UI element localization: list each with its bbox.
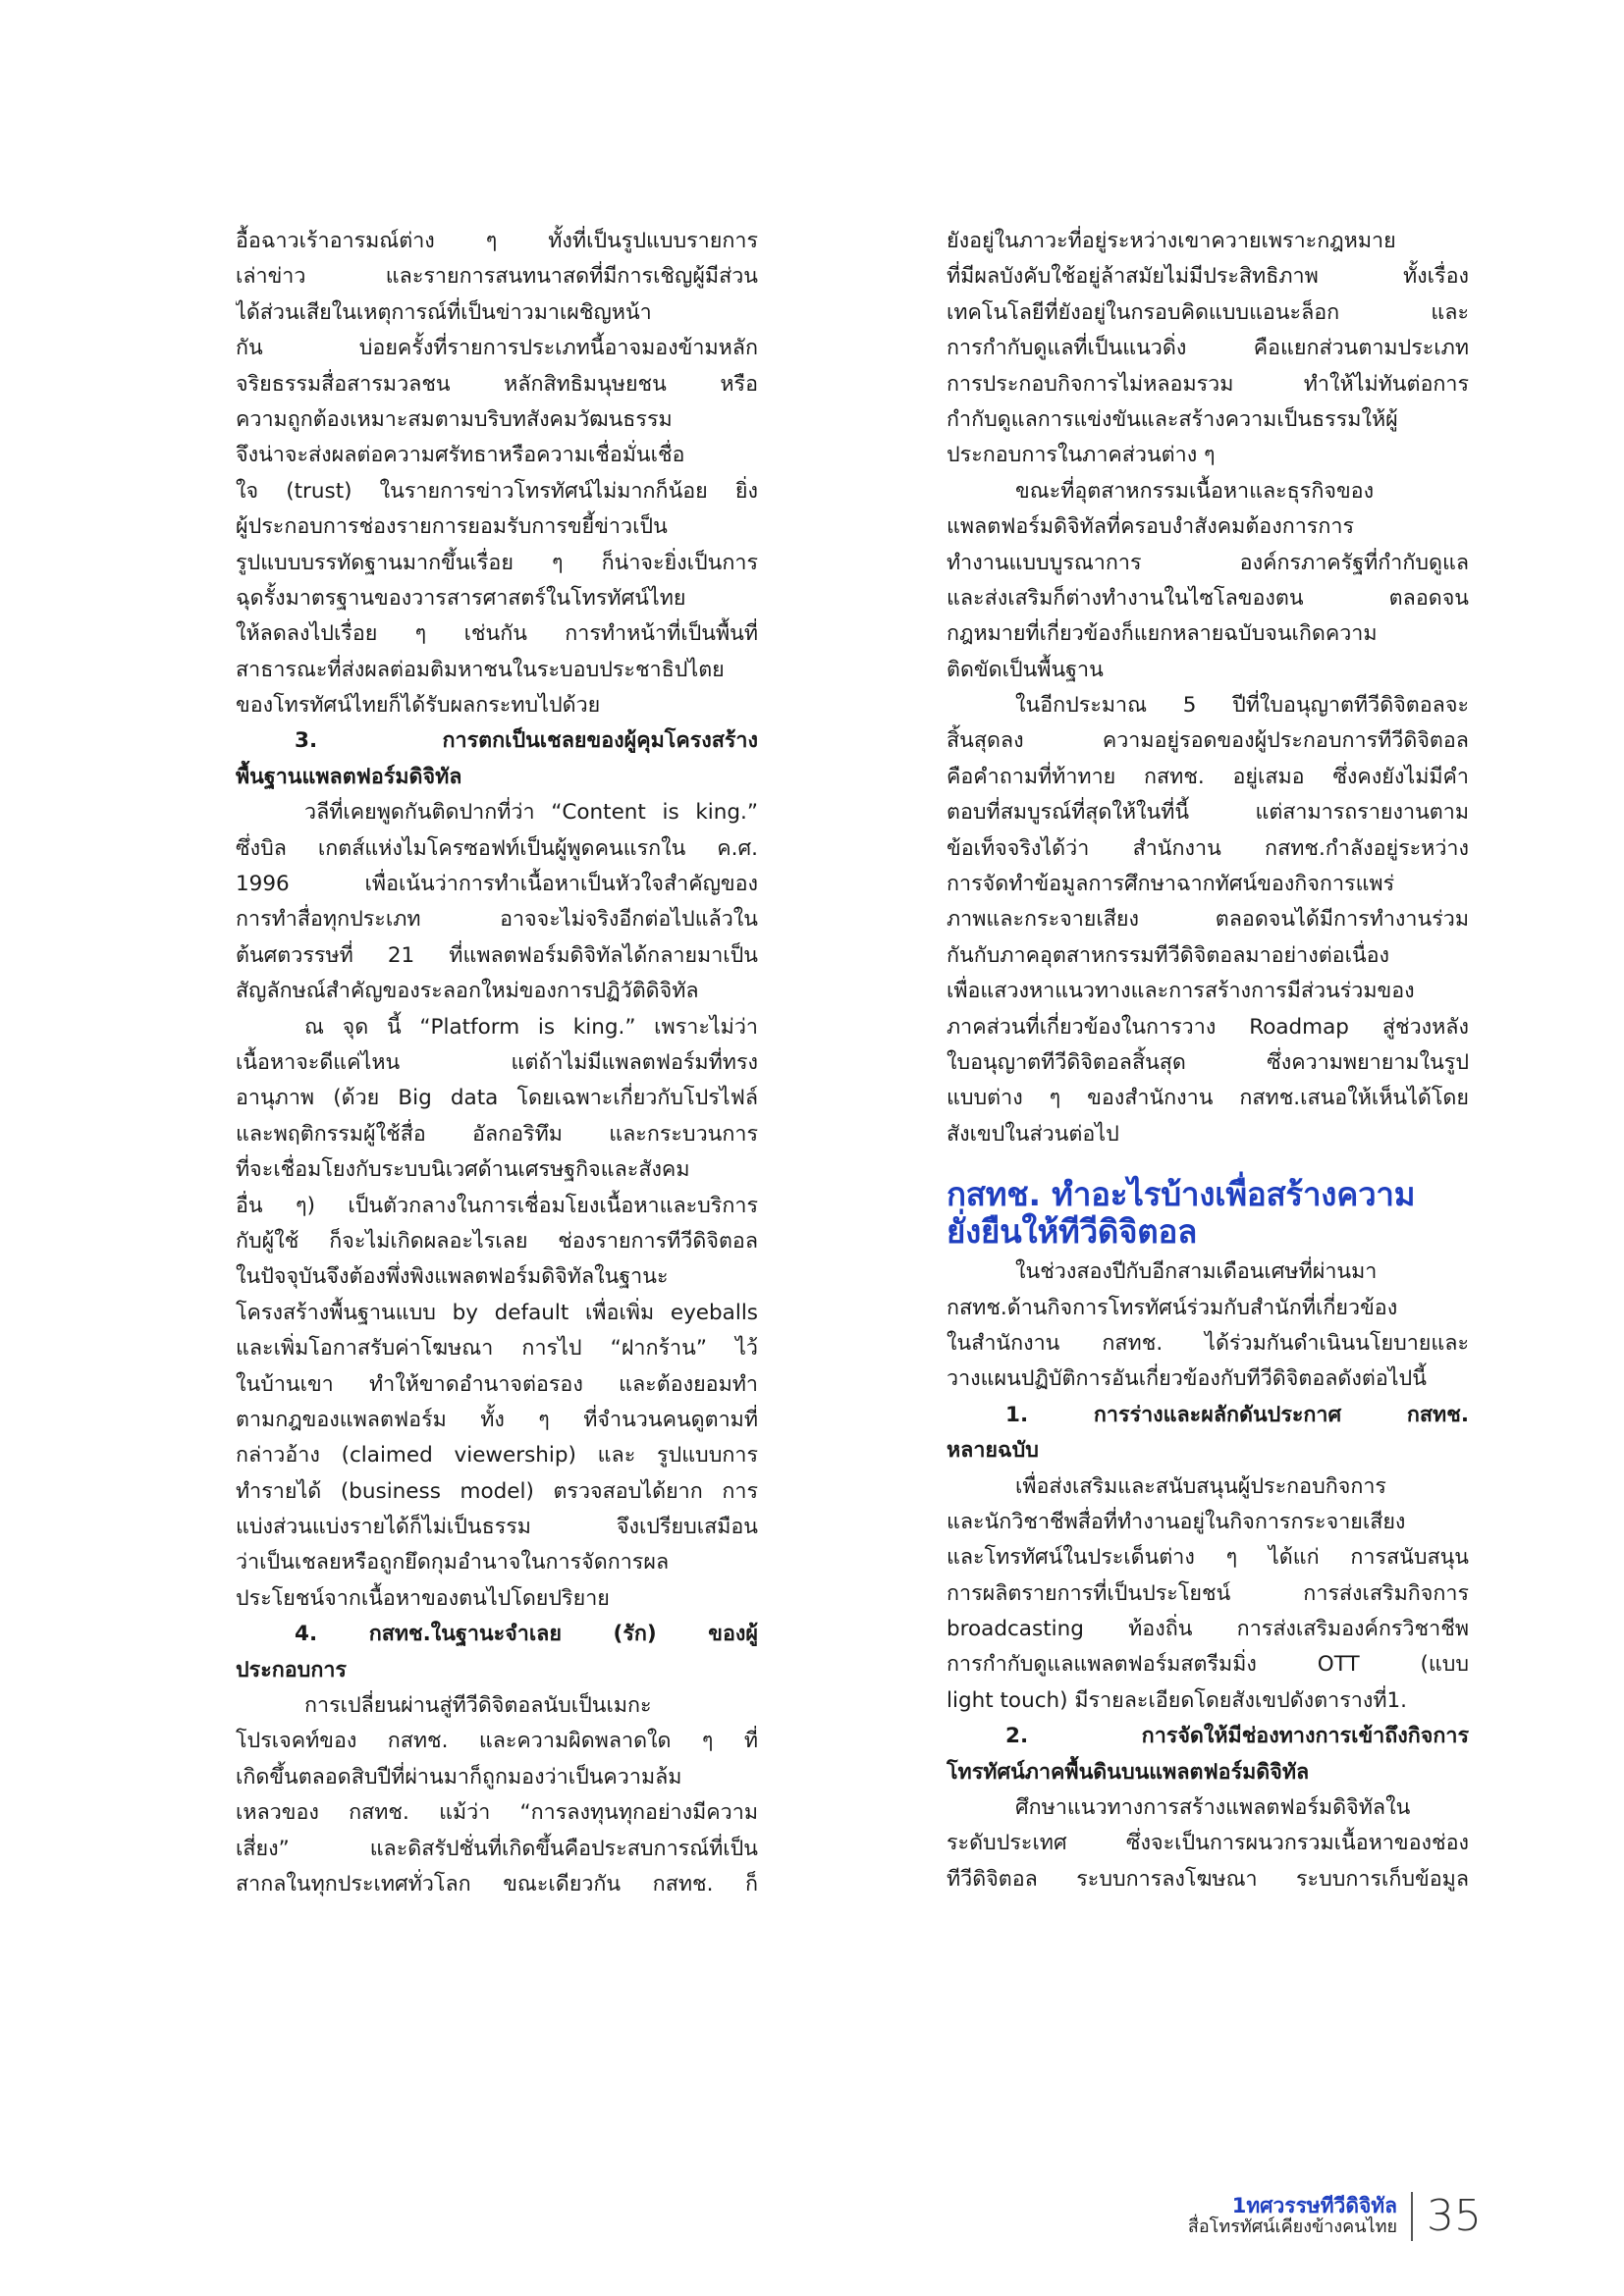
brand-title: 1ทศวรรษทีวีดิจิทัล [1231,2193,1397,2217]
paragraph-line: การจัดทำข้อมูลการศึกษาฉากทัศน์ของกิจการแพร่ [947,872,1395,897]
paragraph-line: ภาคส่วนที่เกี่ยวข้องในการวาง Roadmap สู่ช่วงหลัง [947,1014,1469,1040]
paragraph-line: จึงน่าจะส่งผลต่อความศรัทธาหรือความเชื่อมั่นเชื่อ [236,443,685,468]
brand-tagline: สื่อโทรทัศน์เคียงข้างคนไทย [1187,2216,1397,2237]
paragraph-line: ใบอนุญาตทีวีดิจิตอลสิ้นสุด ซึ่งความพยายามในรูป [947,1049,1469,1075]
paragraph-line: ในบ้านเขา ทำให้ขาดอำนาจต่อรอง และต้องยอมทำ [236,1371,758,1397]
paragraph-line: และนักวิชาชีพสื่อที่ทำงานอยู่ในกิจการกระจายเสียง [947,1509,1406,1534]
paragraph-line: ตามกฎของแพลตฟอร์ม ทั้ง ๆ ที่จำนวนคนดูตามที่ [236,1407,758,1432]
paragraph-line: สิ้นสุดลง ความอยู่รอดของผู้ประกอบการทีวีดิจิตอล [947,728,1469,754]
paragraph-line: ขณะที่อุตสาหกรรมเนื้อหาและธุรกิจของ [1015,478,1375,504]
paragraph-line: โปรเจคท์ของ กสทช. และความผิดพลาดใด ๆ ที่ [236,1729,758,1754]
paragraph-line: ว่าเป็นเชลยหรือถูกยึดกุมอำนาจในการจัดการผล [236,1550,670,1575]
paragraph-line: ฉุดรั้งมาตรฐานของวารสารศาสตร์ในโทรทัศน์ไทย [236,585,686,611]
paragraph-line: ยังอยู่ในภาวะที่อยู่ระหว่างเขาควายเพราะกฎหมาย [947,229,1396,253]
paragraph-line: ความถูกต้องเหมาะสมตามบริบทสังคมวัฒนธรรม [236,406,673,432]
paragraph-line: ติดขัดเป็นพื้นฐาน [947,657,1104,682]
paragraph-line: วลีที่เคยพูดกันติดปากที่ว่า “Content is king.” [304,800,758,826]
paragraph-line: เกิดขึ้นตลอดสิบปีที่ผ่านมาก็ถูกมองว่าเป็นความล้ม [236,1764,682,1789]
paragraph-line: กำกับดูแลการแข่งขันและสร้างความเป็นธรรมให้ผู้ [947,406,1398,432]
paragraph-line: อื่น ๆ) เป็นตัวกลางในการเชื่อมโยงเนื้อหาและบริการ [236,1193,758,1218]
paragraph-line: แบ่งส่วนแบ่งรายได้ก็ไม่เป็นธรรม จึงเปรียบเสมือน [236,1515,758,1540]
paragraph-line: การผลิตรายการที่เป็นประโยชน์ การส่งเสริมกิจการ [947,1580,1469,1606]
subheading-line: 2. การจัดให้มีช่องทางการเข้าถึงกิจการ [1005,1724,1469,1749]
paragraph-line: ในสำนักงาน กสทช. ได้ร่วมกันดำเนินนโยบายและ [947,1330,1469,1356]
paragraph-line: สากลในทุกประเทศทั่วโลก ขณะเดียวกัน กสทช. ก็ [236,1871,758,1896]
paragraph-line: ทำงานแบบบูรณาการ องค์กรภาครัฐที่กำกับดูแล [947,550,1469,575]
section-title-line: ยั่งยืนให้ทีวีดิจิตอล [947,1212,1198,1252]
paragraph-line: สังเขปในส่วนต่อไป [947,1121,1119,1147]
subheading-line: 3. การตกเป็นเชลยของผู้คุมโครงสร้าง [295,728,758,754]
paragraph-line: ประกอบการในภาคส่วนต่าง ๆ [947,443,1216,468]
paragraph-line: ศึกษาแนวทางการสร้างแพลตฟอร์มดิจิทัลใน [1015,1795,1411,1821]
paragraph-line: การกำกับดูแลแพลตฟอร์มสตรีมมิ่ง OTT (แบบ [947,1652,1469,1678]
paragraph-line: และส่งเสริมก็ต่างทำงานในไซโลของตน ตลอดจน [947,585,1469,611]
paragraph-line: ที่จะเชื่อมโยงกับระบบนิเวศด้านเศรษฐกิจและสังคม [236,1157,690,1183]
paragraph-line: ในช่วงสองปีกับอีกสามเดือนเศษที่ผ่านมา [1015,1259,1378,1285]
section-title [947,1176,1469,1251]
paragraph-line: ที่มีผลบังคับใช้อยู่ล้าสมัยไม่มีประสิทธิภาพ ทั้งเรื่อง [947,264,1469,290]
section-title-line: กสทช. ทำอะไรบ้างเพื่อสร้างความ [947,1175,1416,1214]
subheading-line: โทรทัศน์ภาคพื้นดินบนแพลตฟอร์มดิจิทัล [947,1759,1310,1785]
paragraph-line: ตอบที่สมบูรณ์ที่สุดให้ในที่นี้ แต่สามารถรายงานตาม [947,800,1469,826]
paragraph-line: สัญลักษณ์สำคัญของระลอกใหม่ของการปฏิวัติดิจิทัล [236,979,699,1004]
subheading-line: 4. กสทช.ในฐานะจำเลย (รัก) ของผู้ [295,1622,758,1647]
page-footer [1188,2191,1482,2241]
paragraph-line: จริยธรรมสื่อสารมวลชน หลักสิทธิมนุษยชน หรือ [236,371,758,397]
right-column-part-a [947,224,1469,1152]
paragraph-line: เนื้อหาจะดีแค่ไหน แต่ถ้าไม่มีแพลตฟอร์มที่ทรง [236,1049,758,1075]
paragraph-line: เหลวของ กสทช. แม้ว่า “การลงทุนทุกอย่างมีความ [236,1800,758,1826]
footer-brand [1187,2193,1397,2237]
paragraph-line: โครงสร้างพื้นฐานแบบ by default เพื่อเพิ่ม eyeballs [236,1300,758,1325]
paragraph-line: คือคำถามที่ท้าทาย กสทช. อยู่เสมอ ซึ่งคงยังไม่มีคำ [947,764,1469,789]
paragraph-line: กฎหมายที่เกี่ยวข้องก็แยกหลายฉบับจนเกิดความ [947,621,1378,647]
subheading-line: หลายฉบับ [947,1438,1039,1464]
paragraph-line: ต้นศตวรรษที่ 21 ที่แพลตฟอร์มดิจิทัลได้กลายมาเป็น [236,942,758,968]
paragraph-line: เพื่อส่งเสริมและสนับสนุนผู้ประกอบกิจการ [1015,1473,1386,1499]
paragraph-line: broadcasting ท้องถิ่น การส่งเสริมองค์กรวิชาชีพ [947,1617,1469,1642]
paragraph-line: กันกับภาคอุตสาหกรรมทีวีดิจิตอลมาอย่างต่อเนื่อง [947,942,1390,968]
right-column-part-b [947,1255,1469,1897]
paragraph-line: การทำสื่อทุกประเภท อาจจะไม่จริงอีกต่อไปแล้วใน [236,907,758,933]
paragraph-line: ทำรายได้ (business model) ตรวจสอบได้ยาก การ [236,1478,758,1504]
paragraph-line: กสทช.ด้านกิจการโทรทัศน์ร่วมกับสำนักที่เกี่ยวข้อง [947,1295,1398,1320]
right-column [947,224,1469,1897]
paragraph-line: ระดับประเทศ ซึ่งจะเป็นการผนวกรวมเนื้อหาของช่อง [947,1831,1469,1856]
subheading-line: 1. การร่างและผลักดันประกาศ กสทช. [1005,1402,1469,1427]
paragraph-line: light touch) มีรายละเอียดโดยสังเขปดังตารางที่1. [947,1687,1408,1713]
left-column [236,224,758,1902]
paragraph-line: ทีวีดิจิตอล ระบบการลงโฆษณา ระบบการเก็บข้อมูล [947,1866,1469,1892]
paragraph-line: เสี่ยง” และดิสรัปชั่นที่เกิดขึ้นคือประสบการณ์ที่เป็น [236,1836,758,1861]
paragraph-line: อานุภาพ (ด้วย Big data โดยเฉพาะเกี่ยวกับโปรไฟล์ [236,1086,758,1111]
paragraph-line: ของโทรทัศน์ไทยก็ได้รับผลกระทบไปด้วย [236,693,601,719]
paragraph-line: กัน บ่อยครั้งที่รายการประเภทนี้อาจมองข้ามหลัก [236,336,758,361]
paragraph-line: การเปลี่ยนผ่านสู่ทีวีดิจิตอลนับเป็นเมกะ [304,1693,652,1719]
paragraph-line: ประโยชน์จากเนื้อหาของตนไปโดยปริยาย [236,1585,610,1611]
paragraph-line: รูปแบบบรรทัดฐานมากขึ้นเรื่อย ๆ ก็น่าจะยิ่งเป็นการ [236,550,758,575]
paragraph-line: ภาพและกระจายเสียง ตลอดจนได้มีการทำงานร่วม [947,907,1469,933]
paragraph-line: แบบต่าง ๆ ของสำนักงาน กสทช.เสนอให้เห็นได้โดย [947,1086,1469,1111]
paragraph-line: ซึ่งบิล เกตส์แห่งไมโครซอฟท์เป็นผู้พูดคนแรกใน ค.ศ. [236,835,758,861]
paragraph-line: และพฤติกรรมผู้ใช้สื่อ อัลกอริทึม และกระบวนการ [236,1121,758,1147]
paragraph-line: ผู้ประกอบการช่องรายการยอมรับการขยี้ข่าวเป็น [236,514,668,540]
footer-divider [1411,2192,1413,2241]
subheading-line: ประกอบการ [236,1657,347,1682]
paragraph-line: อื้อฉาวเร้าอารมณ์ต่าง ๆ ทั้งที่เป็นรูปแบบรายการ [236,229,758,253]
paragraph-line: และเพิ่มโอกาสรับค่าโฆษณา การไป “ฝากร้าน” ไว้ [236,1336,758,1362]
paragraph-line: และโทรทัศน์ในประเด็นต่าง ๆ ได้แก่ การสนับสนุน [947,1545,1469,1571]
paragraph-line: แพลตฟอร์มดิจิทัลที่ครอบงำสังคมต้องการการ [947,514,1354,540]
paragraph-line: เพื่อแสวงหาแนวทางและการสร้างการมีส่วนร่วมของ [947,979,1415,1004]
paragraph-line: ข้อเท็จจริงได้ว่า สำนักงาน กสทช.กำลังอยู่ระหว่าง [947,835,1469,861]
paragraph-line: เทคโนโลยีที่ยังอยู่ในกรอบคิดแบบแอนะล็อก และ [947,299,1469,325]
paragraph-line: เล่าข่าว และรายการสนทนาสดที่มีการเชิญผู้มีส่วน [236,264,758,290]
paragraph-line: ได้ส่วนเสียในเหตุการณ์ที่เป็นข่าวมาเผชิญหน้า [236,299,652,325]
paragraph-line: วางแผนปฏิบัติการอันเกี่ยวข้องกับทีวีดิจิตอลดังต่อไปนี้ [947,1366,1427,1392]
paragraph-line: สาธารณะที่ส่งผลต่อมติมหาชนในระบอบประชาธิปไตย [236,657,725,682]
paragraph-line: กับผู้ใช้ ก็จะไม่เกิดผลอะไรเลย ช่องรายการทีวีดิจิตอล [236,1228,758,1254]
paragraph-line: ณ จุด นี้ “Platform is king.” เพราะไม่ว่า [304,1014,758,1040]
paragraph-line: ให้ลดลงไปเรื่อย ๆ เช่นกัน การทำหน้าที่เป็นพื้นที่ [236,621,758,647]
paragraph-line: กล่าวอ้าง (claimed viewership) และ รูปแบบการ [236,1443,758,1468]
paragraph-line: ใจ (trust) ในรายการข่าวโทรทัศน์ไม่มากก็น้อย ยิ่ง [236,478,758,504]
paragraph-line: ในอีกประมาณ 5 ปีที่ใบอนุญาตทีวีดิจิตอลจะ [1015,693,1469,719]
page-number: 35 [1427,2191,1482,2241]
subheading-line: พื้นฐานแพลตฟอร์มดิจิทัล [236,764,462,789]
paragraph-line: การกำกับดูแลที่เป็นแนวดิ่ง คือแยกส่วนตามประเภท [947,336,1469,361]
paragraph-line: ในปัจจุบันจึงต้องพึ่งพิงแพลตฟอร์มดิจิทัลในฐานะ [236,1264,669,1290]
paragraph-line: การประกอบกิจการไม่หลอมรวม ทำให้ไม่ทันต่อการ [947,371,1469,397]
paragraph-line: 1996 เพื่อเน้นว่าการทำเนื้อหาเป็นหัวใจสำคัญของ [236,872,758,897]
